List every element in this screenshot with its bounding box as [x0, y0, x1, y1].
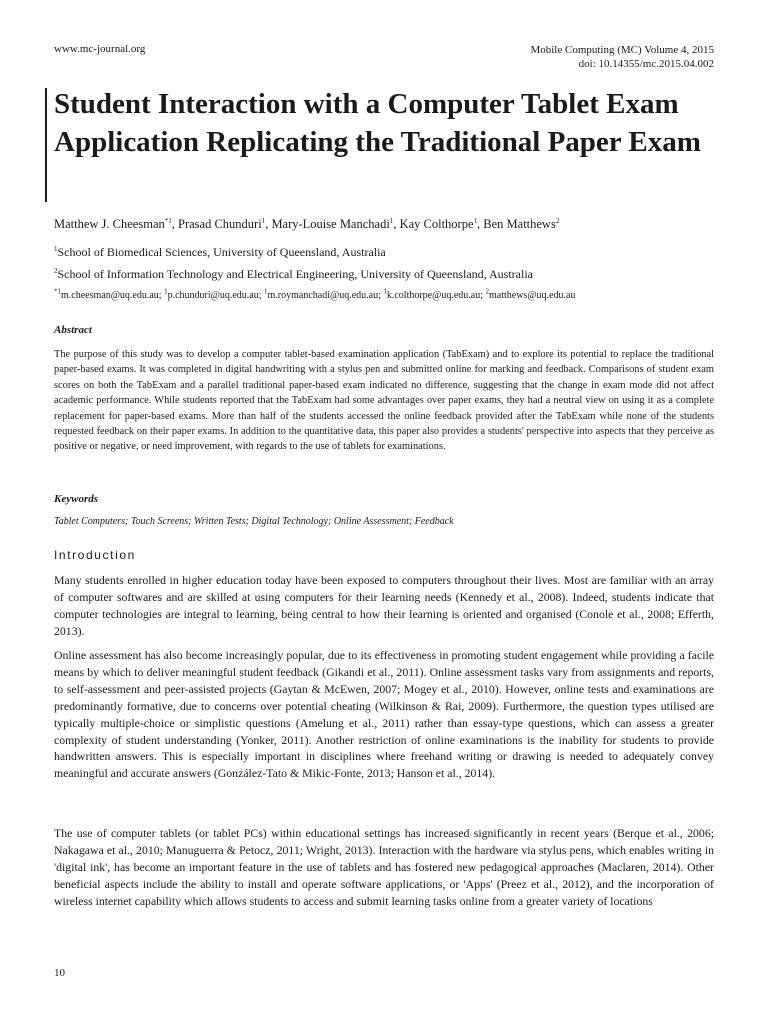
journal-volume: Mobile Computing (MC) Volume 4, 2015 [530, 44, 714, 56]
email-address: m.cheesman@uq.edu.au; [61, 290, 165, 301]
author-affiliation-mark: 1 [473, 216, 478, 225]
email-address: m.roymanchadi@uq.edu.au; [267, 290, 384, 301]
abstract-text: The purpose of this study was to develop a computer tablet-based examination application (TabExam) and to explore its potential to replace the traditional paper-based exams. It was completed in digital handwriting with a stylus pen and submitted online for marking and feedback. Comparisons of student exam scores on both the TabExam and a parallel traditional paper-based exam indicated no difference, suggesting that the change in exam mode did not affect academic performance. While students reported that the TabExam had some advantages over paper exams, they had a neutral view on using it as a complete replacement for paper-based exams. More than half of the students accessed the online feedback provided after the TabExam while none of the students requested feedback on their paper exams. In addition to the quantitative data, this paper also provides a students' perspective into aspects that they perceive as positive or negative, or need improvement, with regards to the use of tablets for examinations. [54, 349, 714, 453]
author-separator: , [265, 217, 272, 231]
author-name: Matthew J. Cheesman [54, 217, 165, 231]
affiliation-text: School of Biomedical Sciences, University of Queensland, Australia [57, 245, 386, 259]
author-name: Mary-Louise Manchadi [271, 217, 390, 231]
page-number: 10 [54, 967, 65, 979]
affiliation [54, 267, 533, 282]
author-separator: , [393, 217, 400, 231]
author-affiliation-mark: *1 [164, 216, 172, 225]
section-heading-introduction: Introduction [54, 548, 136, 562]
author-emails [54, 287, 576, 301]
paper-page [54, 0, 714, 1024]
paper-title: Student Interaction with a Computer Tablet Exam Application Replicating the Traditional Paper Exam [54, 88, 701, 158]
author-name: Kay Colthorpe [399, 217, 474, 231]
author-name: Prasad Chunduri [178, 217, 262, 231]
email-mark: 2 [485, 287, 489, 296]
author-affiliation-mark: 1 [261, 216, 266, 225]
keywords-heading: Keywords [54, 493, 98, 505]
author-affiliation-mark: 2 [555, 216, 560, 225]
author-affiliation-mark: 1 [389, 216, 394, 225]
title-accent-bar [45, 88, 47, 202]
email-mark: 1 [383, 287, 387, 296]
journal-doi: doi: 10.14355/mc.2015.04.002 [578, 58, 714, 70]
abstract-heading: Abstract [54, 324, 92, 336]
affiliation [54, 245, 386, 260]
email-address: p.chunduri@uq.edu.au; [167, 290, 264, 301]
affiliation-text: School of Information Technology and Electrical Engineering, University of Queensland, Australia [57, 267, 533, 281]
keywords-text: Tablet Computers; Touch Screens; Written Tests; Digital Technology; Online Assessment; Feedback [54, 516, 454, 527]
body-paragraph: The use of computer tablets (or tablet PCs) within educational settings has increased significantly in recent years (Berque et al., 2006; Nakagawa et al., 2010; Manuguerra & Petocz, 2011; Wright, 2013). Interaction with the hardware via stylus pens, which enables writing in 'digital ink', has become an important feature in the use of tablets and has fostered new pedagogical approaches (Maclaren, 2014). Other beneficial aspects include the ability to install and operate software applications, or 'Apps' (Preez et al., 2012), and the incorporation of wireless internet capability which allows students to access and submit learning tasks online from a greater variety of locations [54, 826, 714, 908]
body-paragraph: Many students enrolled in higher education today have been exposed to computers throughout their lives. Most are familiar with an array of computer softwares and are skilled at using computers for their learning needs (Kennedy et al., 2008). Indeed, students indicate that computer technologies are integral to learning, being central to how their learning is oriented and organised (Conole et al., 2008; Efferth, 2013). [54, 573, 714, 638]
affiliation-mark: 1 [54, 245, 58, 253]
email-mark: 1 [164, 287, 168, 296]
author-list [54, 217, 559, 232]
email-address: matthews@uq.edu.au [489, 290, 576, 301]
email-mark: *1 [54, 287, 61, 296]
author-name: Ben Matthews [483, 217, 556, 231]
author-separator: , [477, 217, 484, 231]
email-address: k.colthorpe@uq.edu.au; [386, 290, 486, 301]
email-mark: 1 [264, 287, 268, 296]
author-separator: , [171, 217, 178, 231]
affiliation-mark: 2 [54, 267, 58, 275]
journal-info [530, 43, 714, 71]
body-paragraph: Online assessment has also become increasingly popular, due to its effectiveness in promoting student engagement while providing a facile means by which to deliver meaningful student feedback (Gikandi et al., 2011). Online assessment tasks vary from assignments and reports, to self-assessment and peer-assisted projects (Gaytan & McEwen, 2007; Mogey et al., 2010). However, online tests and examinations are predominantly formative, due to concerns over potential cheating (Wilkinson & Rai, 2009). Furthermore, the question types utilised are typically multiple-choice or simplistic questions (Amelung et al., 2011) rather than essay-type questions, which can assess a greater complexity of student understanding (Yonker, 2011). Another restriction of online examinations is the inability for students to provide handwritten answers. This is especially important in disciplines where freehand writing or drawing is needed to adequately convey meaningful and accurate answers (González-Tato & Mikic-Fonte, 2013; Hanson et al., 2014). [54, 648, 714, 781]
journal-website: www.mc-journal.org [54, 43, 146, 55]
